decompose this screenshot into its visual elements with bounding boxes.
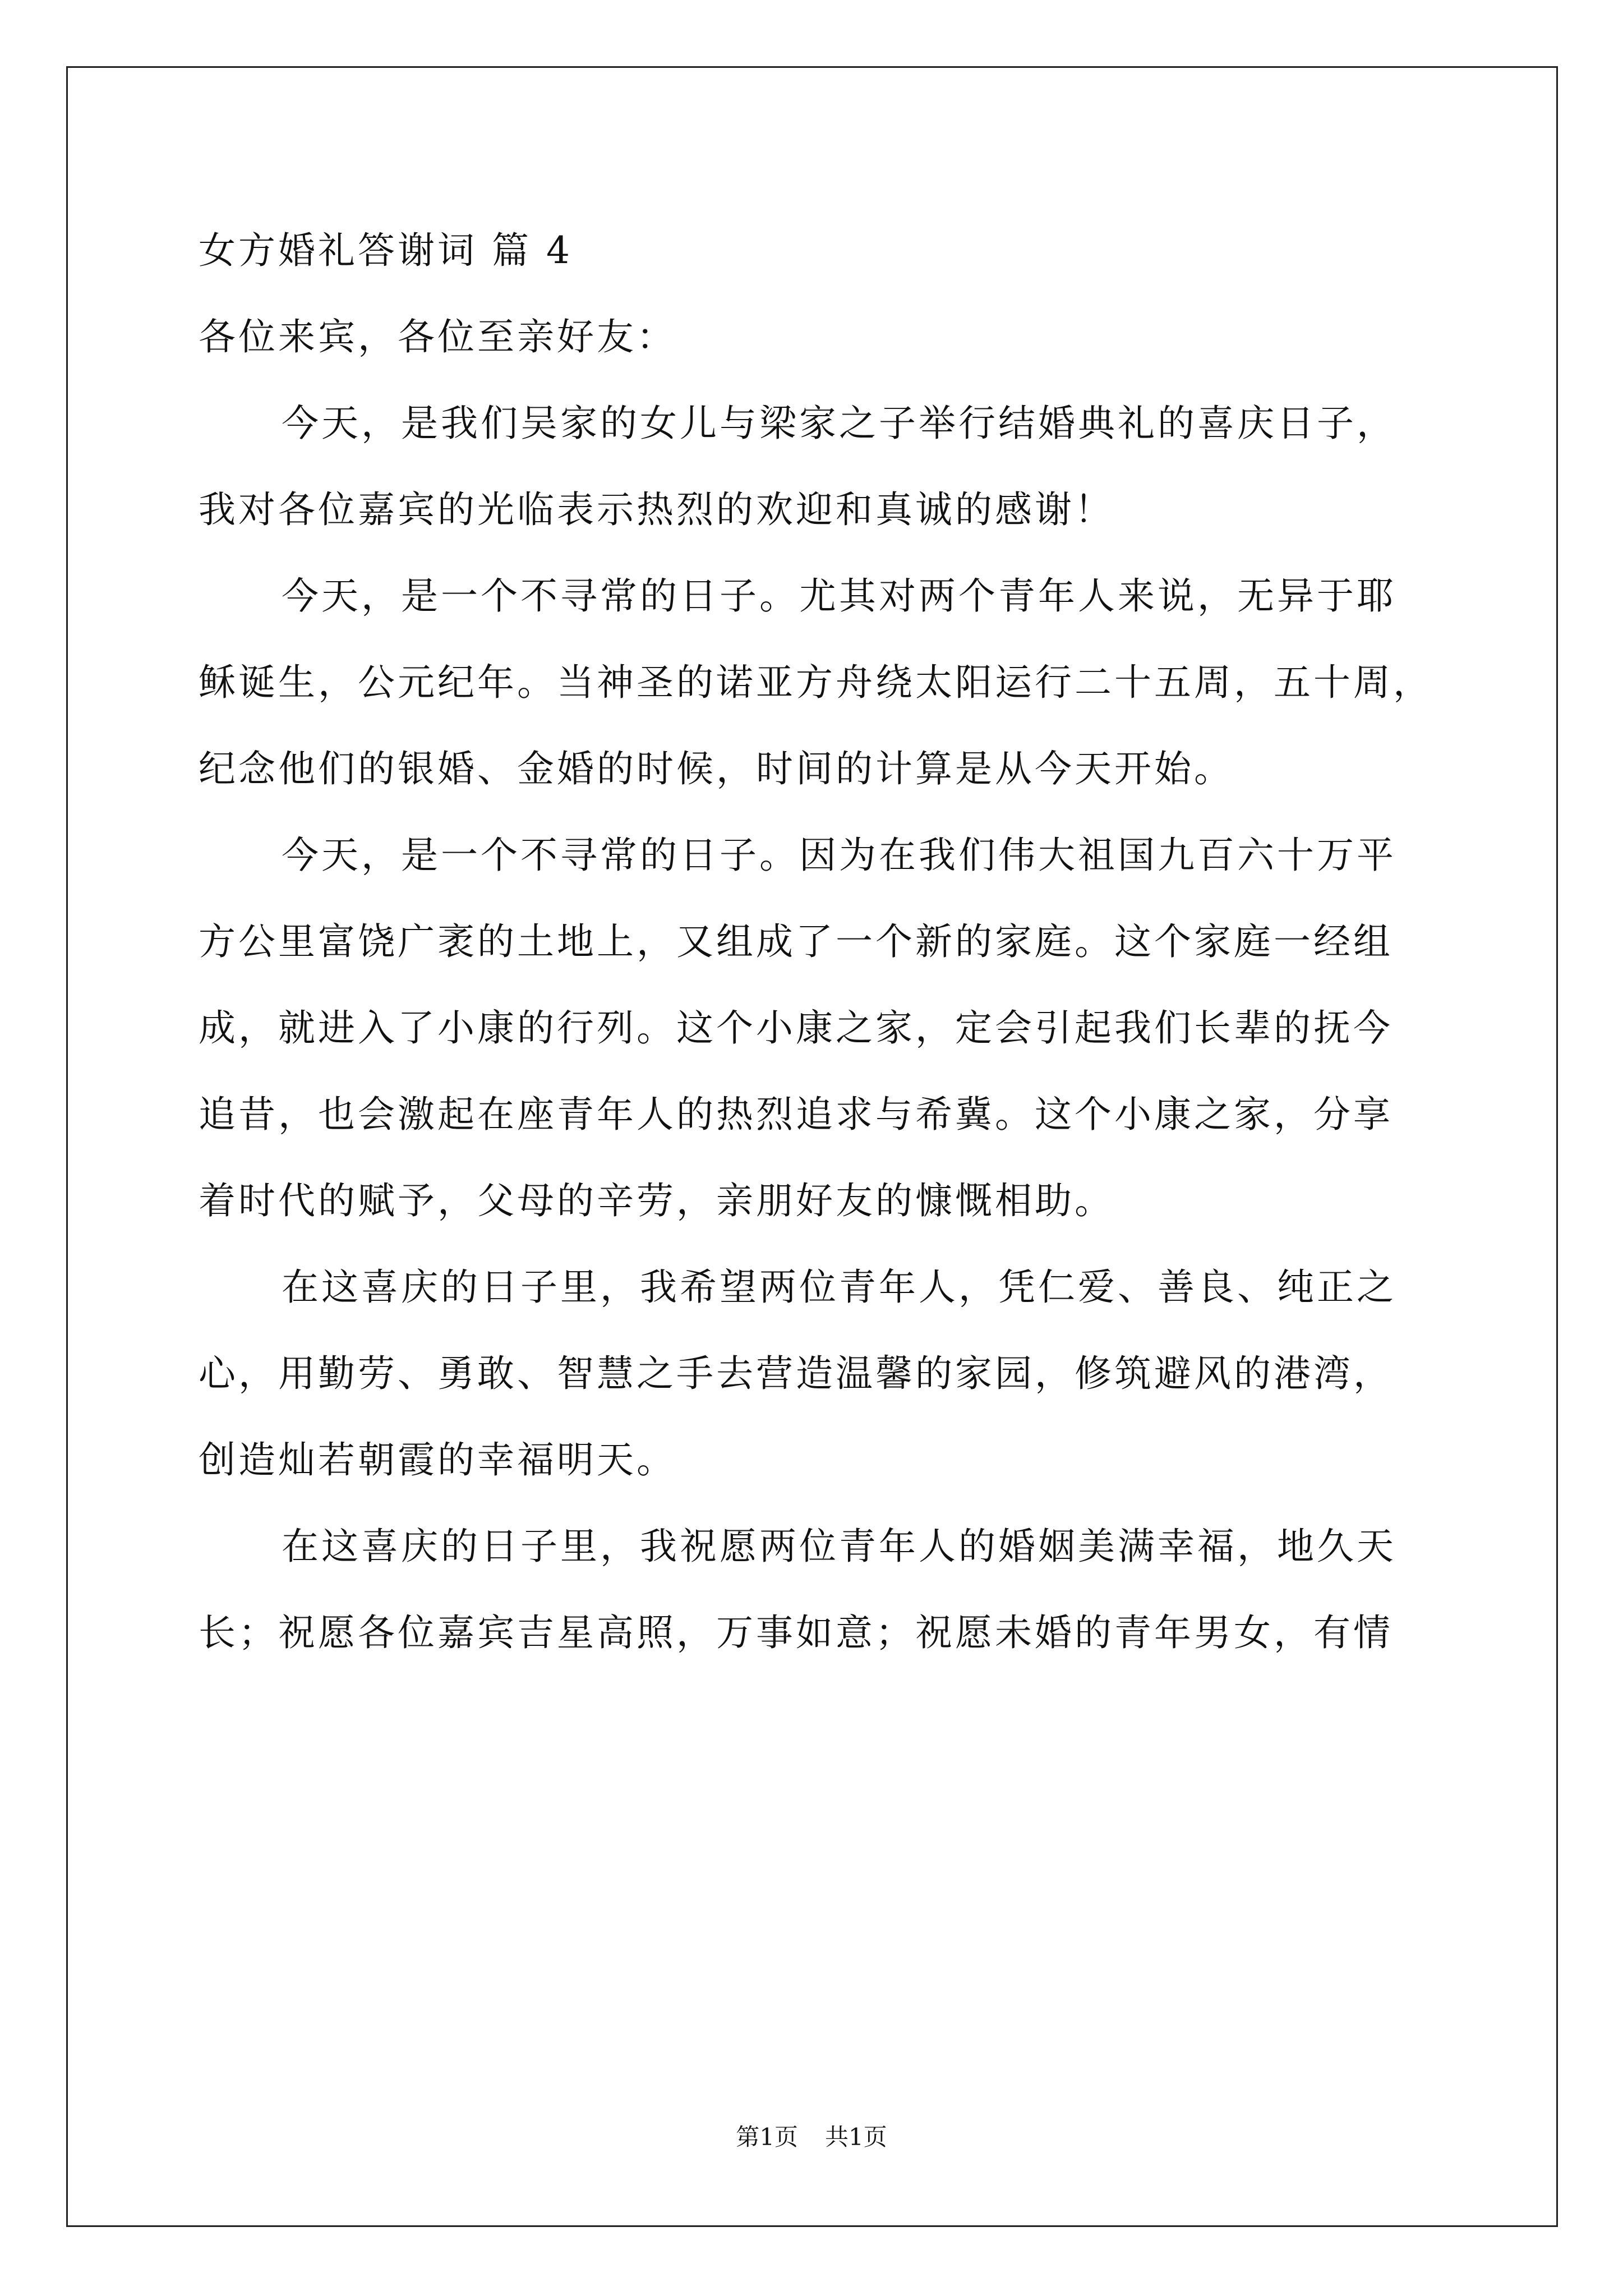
text-line: 纪念他们的银婚、金婚的时候，时间的计算是从今天开始。 — [199, 747, 1234, 790]
text-line: 创造灿若朝霞的幸福明天。 — [199, 1438, 676, 1481]
text-line: 心，用勤劳、勇敢、智慧之手去营造温馨的家园，修筑避风的港湾， — [199, 1352, 1393, 1395]
text-line: 长；祝愿各位嘉宾吉星高照，万事如意；祝愿未婚的青年男女，有情 — [199, 1611, 1393, 1654]
text-line: 今天，是一个不寻常的日子。因为在我们伟大祖国九百六十万平 — [282, 834, 1396, 877]
text-line: 着时代的赋予，父母的辛劳，亲朋好友的慷慨相助。 — [199, 1179, 1114, 1222]
text-line: 今天，是一个不寻常的日子。尤其对两个青年人来说，无异于耶 — [282, 574, 1396, 618]
text-line: 追昔，也会激起在座青年人的热烈追求与希冀。这个小康之家，分享 — [199, 1093, 1393, 1136]
page-number: 第1页 — [736, 2123, 798, 2151]
text-line: 在这喜庆的日子里，我希望两位青年人，凭仁爱、善良、纯正之 — [282, 1266, 1396, 1309]
text-line: 今天，是我们吴家的女儿与梁家之子举行结婚典礼的喜庆日子， — [282, 402, 1396, 445]
text-line: 稣诞生，公元纪年。当神圣的诺亚方舟绕太阳运行二十五周，五十周， — [199, 661, 1433, 704]
text-line: 我对各位嘉宾的光临表示热烈的欢迎和真诚的感谢！ — [199, 488, 1114, 531]
document-title: 女方婚礼答谢词 篇 4 — [199, 229, 573, 272]
document-body — [199, 208, 1455, 1676]
text-line: 成，就进入了小康的行列。这个小康之家，定会引起我们长辈的抚今 — [199, 1006, 1393, 1050]
text-line: 方公里富饶广袤的土地上，又组成了一个新的家庭。这个家庭一经组 — [199, 920, 1393, 963]
text-line: 各位来宾，各位至亲好友： — [199, 315, 676, 358]
page-total: 共1页 — [825, 2123, 887, 2151]
page-footer — [0, 2120, 1623, 2154]
text-line: 在这喜庆的日子里，我祝愿两位青年人的婚姻美满幸福，地久天 — [282, 1525, 1396, 1568]
